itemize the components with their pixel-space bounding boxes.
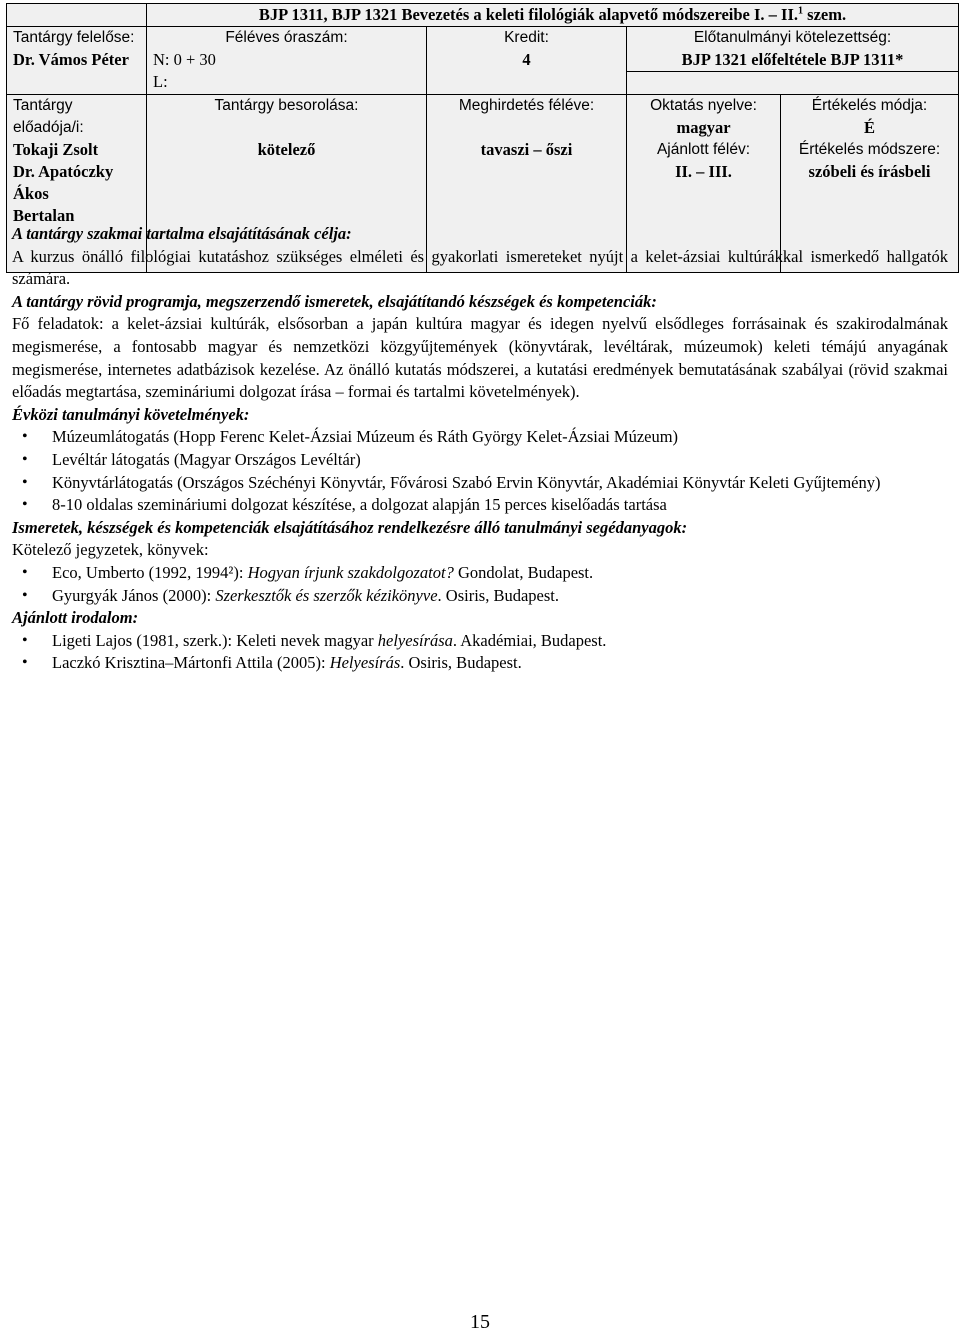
responsible-cell <box>7 27 147 95</box>
credit-value: 4 <box>522 50 531 69</box>
hours-n: N: 0 + 30 <box>153 50 216 69</box>
header-blank-cell <box>7 4 147 27</box>
lecturer-2: Dr. Apatóczky Ákos <box>13 162 114 203</box>
semester-label: Meghirdetés féléve: <box>458 97 595 114</box>
list-item: • 8-10 oldalas szemináriumi dolgozat készítése, a dolgozat alapján 15 perces kiselőadás tartása <box>52 494 948 517</box>
language-label: Oktatás nyelve: <box>650 97 757 114</box>
list-item: • Múzeumlátogatás (Hopp Ferenc Kelet-Ázsiai Múzeum és Ráth György Kelet-Ázsiai Múzeum) <box>52 426 948 449</box>
list-item: • Levéltár látogatás (Magyar Országos Levéltár) <box>52 449 948 472</box>
program-text: Fő feladatok: a kelet-ázsiai kultúrák, elsősorban a japán kultúra magyar és idegen nyelvű elsődleges forrásainak és szakirodalmának megismerése, a fontosabb magyar és nemzetközi közgyűjtemények (könyvtárak, levéltárak, múzeumok) keleti témájú anyagának megismerése, internetes adatbázisok kezelése. Az önálló kutatás módszerei, a kutatási eredmények bemutatásának szabályai (rövid szakmai előadás megtartása, szemináriumi dolgozat írása – formai és tartalmi követelmények). <box>12 314 948 402</box>
list-item: • Gyurgyák János (2000): Szerkesztők és szerzők kézikönyve. Osiris, Budapest. <box>52 585 948 608</box>
requirements-list <box>12 426 948 516</box>
hours-cell <box>147 27 427 95</box>
list-item: • Ligeti Lajos (1981, szerk.): Keleti nevek magyar helyesírása. Akadémiai, Budapest. <box>52 630 948 653</box>
classification-value: kötelező <box>257 140 316 159</box>
program-heading: A tantárgy rövid programja, megszerzendő ismeretek, elsajátítandó készségek és kompetenciák: <box>12 291 657 311</box>
goal-text: A kurzus önálló filológiai kutatáshoz szükséges elméleti és gyakorlati ismereteket nyújt a kelet-ázsiai kultúrákkal ismerkedő hallgatók számára. <box>12 246 948 289</box>
classification-label: Tantárgy besorolása: <box>214 97 359 114</box>
eval-method-value: szóbeli és írásbeli <box>808 162 931 181</box>
lecturer-label: Tantárgy előadója/i: <box>13 97 84 136</box>
recommended-semester-label: Ajánlott félév: <box>656 141 751 158</box>
mandatory-label: Kötelező jegyzetek, könyvek: <box>12 540 209 560</box>
prereq-cell <box>627 27 959 72</box>
list-item: • Eco, Umberto (1992, 1994²): Hogyan írjunk szakdolgozatot? Gondolat, Budapest. <box>52 562 948 585</box>
credit-cell <box>427 27 627 95</box>
language-value: magyar <box>676 118 731 137</box>
responsible-name: Dr. Vámos Péter <box>13 50 129 69</box>
requirements-heading: Évközi tanulmányi követelmények: <box>12 404 250 424</box>
hours-label: Féléves óraszám: <box>225 29 348 46</box>
eval-method-label: Értékelés módszere: <box>798 141 941 158</box>
list-item: • Könyvtárlátogatás (Országos Széchényi Könyvtár, Fővárosi Szabó Ervin Könyvtár, Akadémiai Könyvtár Keleti Gyűjtemény) <box>52 472 948 495</box>
lecturer-3: Bertalan <box>13 206 75 225</box>
semester-value: tavaszi – őszi <box>480 140 573 159</box>
lecturer-1: Tokaji Zsolt <box>13 140 99 159</box>
recommended-list <box>12 630 948 675</box>
eval-mode-value: É <box>864 118 876 137</box>
course-content <box>12 223 948 675</box>
responsible-label: Tantárgy felelőse: <box>13 29 135 46</box>
recommended-heading: Ajánlott irodalom: <box>12 608 139 628</box>
mandatory-list <box>12 562 948 607</box>
materials-heading: Ismeretek, készségek és kompetenciák elsajátításához rendelkezésre álló tanulmányi segédanyagok: <box>12 517 688 537</box>
credit-label: Kredit: <box>504 29 549 46</box>
page-number: 15 <box>470 1311 490 1333</box>
prereq-value: BJP 1321 előfeltétele BJP 1311* <box>681 50 904 69</box>
goal-heading: A tantárgy szakmai tartalma elsajátításának célja: <box>12 224 352 243</box>
prereq-extra-cell <box>627 72 959 95</box>
eval-mode-label: Értékelés módja: <box>811 97 928 114</box>
prereq-label: Előtanulmányi kötelezettség: <box>693 29 892 46</box>
recommended-semester-value: II. – III. <box>675 162 732 181</box>
course-title: BJP 1311, BJP 1321 Bevezetés a keleti filológiák alapvető módszereibe I. – II.$^1$ szem. <box>147 4 959 27</box>
hours-l: L: <box>153 72 168 91</box>
list-item: • Laczkó Krisztina–Mártonfi Attila (2005): Helyesírás. Osiris, Budapest. <box>52 652 948 675</box>
